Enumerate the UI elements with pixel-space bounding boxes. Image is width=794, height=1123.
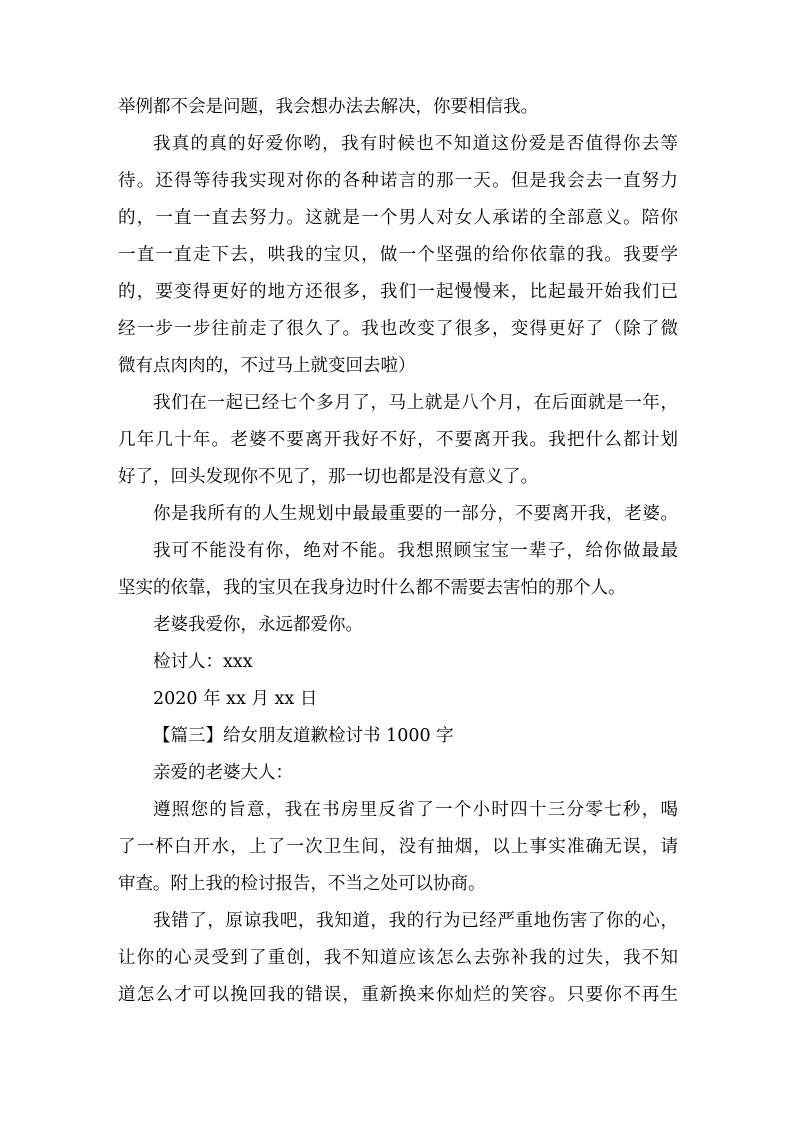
text-line: 微有点肉肉的，不过马上就变回去啦） xyxy=(118,356,416,376)
text-line: 了一杯白开水，上了一次卫生间，没有抽烟，以上事实准确无误，请 xyxy=(118,837,678,857)
text-line: 经一步一步往前走了很久了。我也改变了很多，变得更好了（除了微 xyxy=(118,319,678,339)
text-line: 审查。附上我的检讨报告，不当之处可以协商。 xyxy=(118,874,486,894)
text-line: 几年几十年。老婆不要离开我好不好，不要离开我。我把什么都计划 xyxy=(118,430,678,450)
paragraph-start-line: 我们在一起已经七个多月了，马上就是八个月，在后面就是一年， xyxy=(153,393,678,413)
paragraph-start-line: 我真的真的好爱你哟，我有时候也不知道这份爱是否值得你去等 xyxy=(153,134,678,154)
paragraph-start-line: 老婆我爱你，永远都爱你。 xyxy=(153,615,363,635)
date-line: 2020 年 xx 月 xx 日 xyxy=(153,689,318,709)
text-line: 一直一直走下去，哄我的宝贝，做一个坚强的给你依靠的我。我要学 xyxy=(118,245,678,265)
text-line: 好了，回头发现你不见了，那一切也都是没有意义了。 xyxy=(118,467,538,487)
salutation-line: 亲爱的老婆大人： xyxy=(153,763,293,783)
paragraph-start-line: 遵照您的旨意，我在书房里反省了一个小时四十三分零七秒，喝 xyxy=(153,800,678,820)
text-line: 道怎么才可以挽回我的错误，重新换来你灿烂的笑容。只要你不再生 xyxy=(118,985,678,1005)
signature-line: 检讨人：xxx xyxy=(153,652,253,672)
text-line: 待。还得等待我实现对你的各种诺言的那一天。但是我会去一直努力 xyxy=(118,171,678,191)
text-line: 的，要变得更好的地方还很多，我们一起慢慢来，比起最开始我们已 xyxy=(118,282,678,302)
paragraph-start-line: 我错了，原谅我吧，我知道，我的行为已经严重地伤害了你的心， xyxy=(153,911,678,931)
text-line: 举例都不会是问题，我会想办法去解决，你要相信我。 xyxy=(118,97,538,117)
text-line: 的，一直一直去努力。这就是一个男人对女人承诺的全部意义。陪你 xyxy=(118,208,678,228)
text-line: 让你的心灵受到了重创，我不知道应该怎么去弥补我的过失，我不知 xyxy=(118,948,678,968)
section-heading: 【篇三】给女朋友道歉检讨书 1000 字 xyxy=(153,726,454,746)
paragraph-start-line: 你是我所有的人生规划中最最重要的一部分，不要离开我，老婆。 xyxy=(153,504,678,524)
text-line: 坚实的依靠，我的宝贝在我身边时什么都不需要去害怕的那个人。 xyxy=(118,578,626,598)
paragraph-start-line: 我可不能没有你，绝对不能。我想照顾宝宝一辈子，给你做最最 xyxy=(153,541,678,561)
